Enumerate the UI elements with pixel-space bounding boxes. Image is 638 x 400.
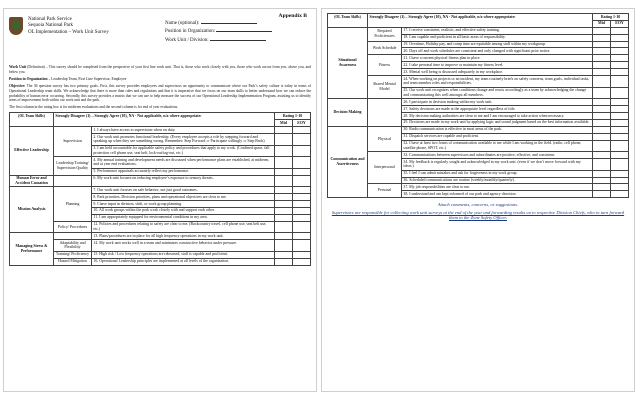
skill-category: Human Error and Accident Causation xyxy=(10,175,54,187)
question-text: 16. Operational Leadership principles are implemented at all levels of the organization. xyxy=(92,258,275,265)
objective-text: The 36 question survey has two primary goals. First, this survey provides employees and supervisors an opportunity to communicate where our Park’s safety culture is today in terms of Operational Leadership team skills. We acknowledge that there is more than rules and regulations and that it is imperative that we focus on our team skills to better understand how we can reduce the probability of human error occurring. Secondly, this survey provides a matrix that we can use to help measure the success of our Operational Leadership Implementation Program, assisting us to identify areas of improvement both within our work unit and the park. xyxy=(9,83,311,103)
question-text: 5. Performance appraisals accurately reflect my performance. xyxy=(92,168,275,175)
question-text: 1. I always have access to supervision when on duty. xyxy=(92,127,275,134)
skill-subcategory: Work Schedule xyxy=(368,41,402,55)
work-unit-text: (Definition) – This survey should be completed from the perspective of your first line work unit. That is, those who work closely with you, those who work across from you, above you, and below you. xyxy=(9,65,311,74)
question-text: 35. I feel I can admit mistakes and ask for forgiveness in my work group. xyxy=(402,170,593,177)
rating-header: Rating 1-10 xyxy=(592,14,628,21)
mid-rating-cell[interactable] xyxy=(592,126,610,133)
eoy-rating-cell[interactable] xyxy=(292,168,310,175)
question-text: 10. All work groups within the park work closely with and support each other. xyxy=(92,207,275,214)
name-field-label: Name (optional): xyxy=(165,21,200,26)
table-row xyxy=(10,258,311,265)
mid-rating-cell[interactable] xyxy=(274,127,292,134)
skill-subcategory: Leadership Training/ Supervision Quality xyxy=(54,157,92,175)
position-field-label: Position in Organization: xyxy=(165,29,216,35)
question-text: 13. Plans/procedures are in place for all high frequency operations in my work unit. xyxy=(92,233,275,240)
eoy-rating-cell[interactable] xyxy=(610,191,628,198)
mid-rating-cell[interactable] xyxy=(274,221,292,233)
objective-paragraph xyxy=(9,84,311,104)
mid-rating-cell[interactable] xyxy=(274,258,292,265)
survey-header xyxy=(9,13,311,65)
eoy-header: EOY xyxy=(610,20,628,27)
position-label: Position in Organization xyxy=(9,76,48,81)
mid-rating-cell[interactable] xyxy=(592,133,610,140)
mid-rating-cell[interactable] xyxy=(592,112,610,119)
mid-rating-cell[interactable] xyxy=(592,27,610,34)
question-text: 3. I am held accountable for applicable safety policy and procedures that apply to my work. (Confined space, fall protection cell phone use, seat belt, lock-out/tag-out, etc.) xyxy=(92,145,275,157)
eoy-rating-cell[interactable] xyxy=(610,69,628,76)
mid-rating-cell[interactable] xyxy=(274,207,292,214)
skill-subcategory: Interpersonal xyxy=(368,152,402,184)
rating-instructions: The first column in the rating box is for midterm evaluations and the second column is for end of year evaluations. xyxy=(9,105,179,110)
position-text: – Leadership Team, First Line Supervisor, Employee xyxy=(48,76,127,81)
table-row xyxy=(10,240,311,252)
name-field[interactable] xyxy=(165,19,272,27)
question-text: 20. Days off and work schedules are consistent and only changed with significant prior notice. xyxy=(402,48,593,55)
skill-subcategory: Personal xyxy=(368,184,402,198)
skill-subcategory: Hazard Mitigation xyxy=(54,258,92,265)
mid-rating-cell[interactable] xyxy=(592,48,610,55)
skill-category: Mission Analysis xyxy=(10,187,54,233)
table-row xyxy=(10,187,311,194)
skill-category: Effective Leadership xyxy=(10,127,54,176)
mid-rating-cell[interactable] xyxy=(592,55,610,62)
question-text: 21. I have a current physical fitness plan in place. xyxy=(402,55,593,62)
table-row xyxy=(10,175,311,187)
table-row xyxy=(10,251,311,258)
question-text: 17. I receive consistent, realistic, and effective safety training. xyxy=(402,27,593,34)
question-text: 33. Communications between supervisors and subordinates are positive, effective, and consistent. xyxy=(402,152,593,159)
table-row xyxy=(328,41,629,48)
eoy-rating-cell[interactable] xyxy=(292,214,310,221)
skill-category: Communication and Assertiveness xyxy=(328,126,368,197)
eoy-rating-cell[interactable] xyxy=(610,184,628,191)
skill-subcategory: Fitness xyxy=(368,55,402,76)
skill-subcategory: Training/ Proficiency xyxy=(54,251,92,258)
skill-subcategory: Physical xyxy=(368,126,402,151)
mid-rating-cell[interactable] xyxy=(274,194,292,201)
mid-rating-cell[interactable] xyxy=(592,76,610,88)
eoy-rating-cell[interactable] xyxy=(610,170,628,177)
eoy-rating-cell[interactable] xyxy=(610,48,628,55)
question-text: 37. My job responsibilities are clear to me. xyxy=(402,184,593,191)
mid-rating-cell[interactable] xyxy=(274,187,292,194)
eoy-rating-cell[interactable] xyxy=(610,177,628,184)
eoy-rating-cell[interactable] xyxy=(610,87,628,99)
skill-subcategory: Planning xyxy=(54,187,92,221)
eoy-rating-cell[interactable] xyxy=(292,207,310,214)
skill-subcategory: Policy/ Procedures xyxy=(54,221,92,233)
mid-rating-cell[interactable] xyxy=(592,152,610,159)
question-text: 32. I have at least two forms of communication available to me while I am working in the field. (radio, cell phone, satellite phone, SPOT, etc.) xyxy=(402,140,593,152)
rating-header: Rating 1-10 xyxy=(274,113,310,120)
skills-header: (OL Team Skills) xyxy=(328,14,368,28)
survey-page-left xyxy=(3,8,317,392)
table-row xyxy=(328,55,629,62)
eoy-rating-cell[interactable] xyxy=(610,99,628,106)
question-text: 34. My feedback is regularly sought and acknowledged in my work unit. (even if we don’t move forward with my ideas.) xyxy=(402,159,593,171)
question-text: 36. Scheduled communications are routine (weekly/monthly/quarterly). xyxy=(402,177,593,184)
question-text: 29. Decisions are made in my work unit by applying logic and sound judgment based on the best information available. xyxy=(402,119,593,126)
eoy-header: EOY xyxy=(292,120,310,127)
question-text: 4. My annual training and development needs are discussed when performance plans are established, at midterm, and at year end evaluations. xyxy=(92,157,275,169)
eoy-rating-cell[interactable] xyxy=(610,27,628,34)
skill-category: Situational Awareness xyxy=(328,27,368,98)
table-row xyxy=(10,157,311,169)
eoy-rating-cell[interactable] xyxy=(292,200,310,207)
mid-rating-cell[interactable] xyxy=(592,41,610,48)
eoy-rating-cell[interactable] xyxy=(610,140,628,152)
mid-rating-cell[interactable] xyxy=(592,119,610,126)
mid-rating-cell[interactable] xyxy=(274,251,292,258)
eoy-rating-cell[interactable] xyxy=(292,175,310,187)
work-unit-field-label: Work Unit / Division: xyxy=(165,37,209,43)
objective-label: Objective: xyxy=(9,83,26,88)
question-text: 15. High risk / Low frequency operations are rehearsed, staff is capable and proficient. xyxy=(92,251,275,258)
work-unit-field[interactable] xyxy=(165,36,272,44)
eoy-rating-cell[interactable] xyxy=(610,119,628,126)
mid-rating-cell[interactable] xyxy=(274,175,292,187)
eoy-rating-cell[interactable] xyxy=(610,34,628,41)
mid-rating-cell[interactable] xyxy=(592,177,610,184)
appendix-label: Appendix B xyxy=(278,13,307,19)
question-text: 6. My work unit focuses on reducing employee’s exposure to sensory threats. xyxy=(92,175,275,187)
eoy-rating-cell[interactable] xyxy=(610,112,628,119)
mid-rating-cell[interactable] xyxy=(274,233,292,240)
table-row xyxy=(328,27,629,34)
attach-comments-note: Attach comments, concerns, or suggestions. xyxy=(437,202,519,208)
question-text: 7. Our work unit focuses on safe behavior, not just good outcomes. xyxy=(92,187,275,194)
mid-rating-cell[interactable] xyxy=(274,240,292,252)
question-text: 2. Our work unit promotes functional leadership. (Every employee accepts a role by stepping forward and speaking up when they see something wrong. Remember: Step Forward ⇒ Participate willingly ⇒ Step Back) xyxy=(92,133,275,145)
mid-rating-cell[interactable] xyxy=(592,87,610,99)
mid-rating-cell[interactable] xyxy=(274,133,292,145)
position-field[interactable] xyxy=(165,27,272,35)
question-text: 24. When working on projects or an incident, my team routinely briefs on safety concerns, team goals, individual tasks, and team member roles and responsibilities. xyxy=(402,76,593,88)
eoy-rating-cell[interactable] xyxy=(610,159,628,171)
question-text: 11. I am appropriately equipped for environmental conditions in my area. xyxy=(92,214,275,221)
mid-rating-cell[interactable] xyxy=(592,184,610,191)
question-text: 12. Policies and procedures relating to safety are clear to me. (Backcountry travel, cell phone use, seat belt use, etc.) xyxy=(92,221,275,233)
eoy-rating-cell[interactable] xyxy=(292,145,310,157)
eoy-rating-cell[interactable] xyxy=(292,258,310,265)
work-unit-definition xyxy=(9,65,311,75)
eoy-rating-cell[interactable] xyxy=(610,133,628,140)
skills-header: (OL Team Skills) xyxy=(10,113,54,127)
question-text: 27. Safety decisions are made at the appropriate level regardless of title. xyxy=(402,106,593,113)
mid-rating-cell[interactable] xyxy=(274,168,292,175)
question-text: 28. My decision making authorities are clear to me and I am encouraged to take action when necessary. xyxy=(402,112,593,119)
mid-rating-cell[interactable] xyxy=(592,99,610,106)
eoy-rating-cell[interactable] xyxy=(292,251,310,258)
org-line: OL Implementation – Work Unit Survey xyxy=(28,29,109,35)
eoy-rating-cell[interactable] xyxy=(292,240,310,252)
mid-rating-cell[interactable] xyxy=(274,145,292,157)
question-text: 19. Overtime, Holiday pay, and comp time are equitable among staff within my workgroup. xyxy=(402,41,593,48)
skill-category: Managing Stress & Performance xyxy=(10,233,54,265)
eoy-rating-cell[interactable] xyxy=(292,221,310,233)
question-text: 26. I participate in decision making within my work unit. xyxy=(402,99,593,106)
mid-rating-cell[interactable] xyxy=(592,62,610,69)
eoy-rating-cell[interactable] xyxy=(292,127,310,134)
question-text: 14. My work unit works well in a team and minimizes constructive behavior under pressure. xyxy=(92,240,275,252)
table-row xyxy=(10,221,311,233)
scale-header: Strongly Disagree (1) – Strongly Agree (10), NA - Not applicable, n/a where appropriate: xyxy=(54,113,275,127)
survey-table-right xyxy=(327,13,629,198)
table-row xyxy=(328,99,629,106)
question-text: 23. Mental well being is discussed adequately in my workplace. xyxy=(402,69,593,76)
eoy-rating-cell[interactable] xyxy=(292,194,310,201)
mid-rating-cell[interactable] xyxy=(274,200,292,207)
mid-rating-cell[interactable] xyxy=(274,157,292,169)
eoy-rating-cell[interactable] xyxy=(610,106,628,113)
skill-subcategory: Required Proficiencies xyxy=(368,27,402,41)
table-row xyxy=(10,233,311,240)
eoy-rating-cell[interactable] xyxy=(610,152,628,159)
question-text: 18. I am capable and proficient in all basic areas of responsibility. xyxy=(402,34,593,41)
table-row xyxy=(10,127,311,134)
table-row xyxy=(328,152,629,159)
question-text: 38. I understand and am kept informed of our park and agency direction. xyxy=(402,191,593,198)
skill-subcategory: Supervision xyxy=(54,127,92,157)
identity-fields xyxy=(165,19,272,44)
scale-header: Strongly Disagree (1) – Strongly Agree (10), NA - Not applicable, n/a where appropriate: xyxy=(368,14,593,28)
table-row xyxy=(328,126,629,133)
eoy-rating-cell[interactable] xyxy=(610,41,628,48)
mid-rating-cell[interactable] xyxy=(274,214,292,221)
question-text: 8. Park priorities, Division priorities, plans and operational objectives are clear to me. xyxy=(92,194,275,201)
skill-subcategory: Adaptability and Flexibility xyxy=(54,240,92,252)
mid-rating-cell[interactable] xyxy=(592,69,610,76)
survey-table-left xyxy=(9,112,311,265)
eoy-rating-cell[interactable] xyxy=(292,233,310,240)
mid-rating-cell[interactable] xyxy=(592,140,610,152)
question-text: 25. Our work unit recognizes when conditions change and reacts accordingly as a team by acknowledging the change and communicating this well amongst all members. xyxy=(402,87,593,99)
mid-header: Mid xyxy=(274,120,292,127)
skill-category: Decision Making xyxy=(328,99,368,127)
mid-rating-cell[interactable] xyxy=(592,34,610,41)
question-text: 9. I have input in division, shift, or work group planning. xyxy=(92,200,275,207)
logo-tree-icon xyxy=(13,21,19,29)
question-text: 31. Dispatch services are capable and proficient. xyxy=(402,133,593,140)
nps-arrowhead-logo xyxy=(9,17,23,35)
eoy-rating-cell[interactable] xyxy=(610,76,628,88)
org-line: National Park Service xyxy=(28,17,72,22)
table-row xyxy=(328,184,629,191)
question-text: 30. Radio communication is effective in most areas of the park. xyxy=(402,126,593,133)
org-line: Sequoia National Park xyxy=(28,23,73,29)
eoy-rating-cell[interactable] xyxy=(610,126,628,133)
skill-subcategory: Shared Mental Model xyxy=(368,76,402,99)
work-unit-label: Work Unit xyxy=(9,65,27,69)
mid-rating-cell[interactable] xyxy=(592,159,610,171)
org-block xyxy=(28,17,109,36)
position-definition xyxy=(9,77,311,82)
mid-rating-cell[interactable] xyxy=(592,170,610,177)
eoy-rating-cell[interactable] xyxy=(292,133,310,145)
eoy-rating-cell[interactable] xyxy=(610,62,628,69)
mid-rating-cell[interactable] xyxy=(592,106,610,113)
eoy-rating-cell[interactable] xyxy=(610,55,628,62)
eoy-rating-cell[interactable] xyxy=(292,187,310,194)
mid-header: Mid xyxy=(592,20,610,27)
supervisor-note: Supervisors are responsible for collecting work unit surveys at the end of the year and forwarding results on to respective Division Chiefs, who in turn forward them to the Zone Safety Officer. xyxy=(331,209,625,221)
survey-page-right xyxy=(321,8,635,392)
table-row xyxy=(328,76,629,88)
mid-rating-cell[interactable] xyxy=(592,191,610,198)
question-text: 22. I take personal time to improve or maintain my fitness level. xyxy=(402,62,593,69)
eoy-rating-cell[interactable] xyxy=(292,157,310,169)
